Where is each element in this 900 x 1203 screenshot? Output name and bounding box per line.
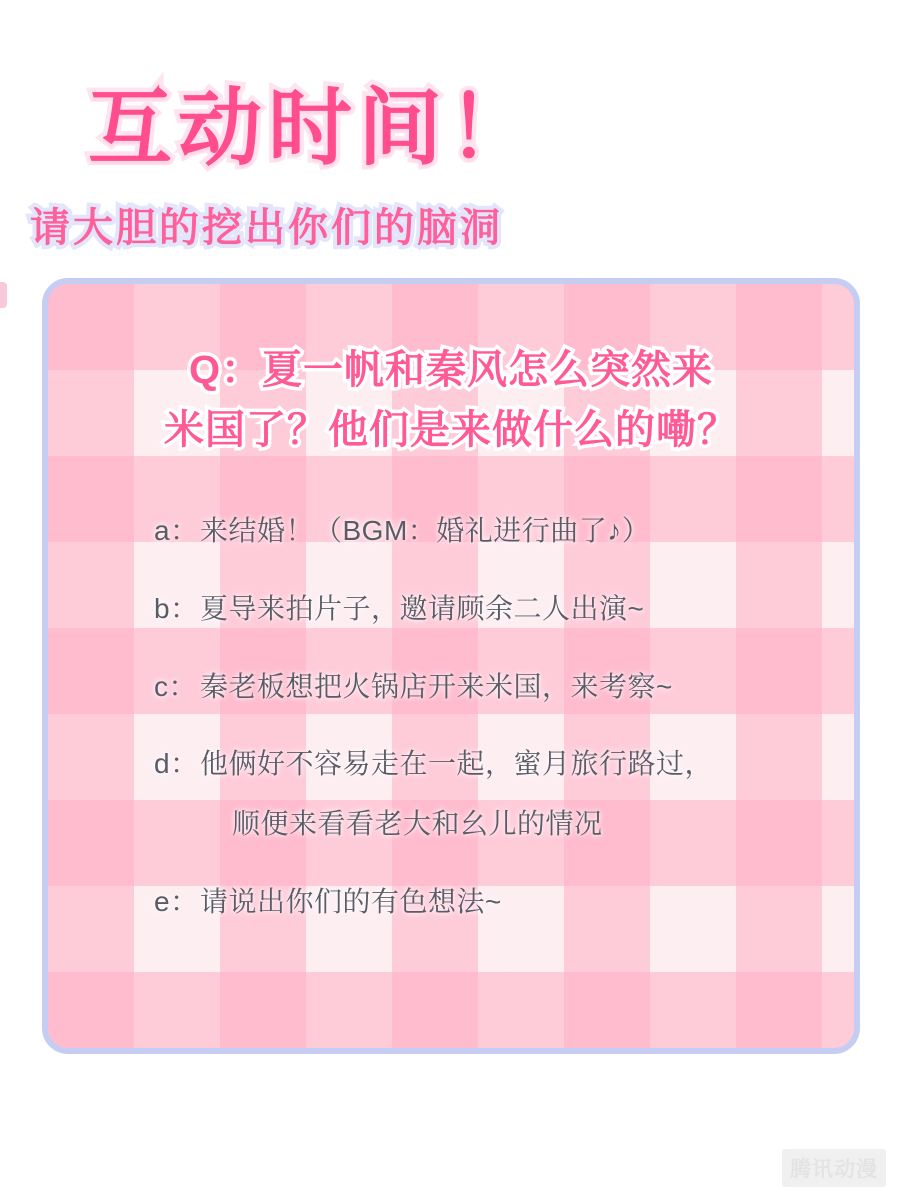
list-item[interactable]: [154, 590, 810, 628]
list-item[interactable]: [154, 512, 810, 550]
option-label: [200, 745, 810, 843]
list-item[interactable]: [154, 745, 810, 843]
option-label: 来结婚！（BGM：婚礼进行曲了♪）: [200, 515, 651, 546]
list-item[interactable]: [154, 668, 810, 706]
option-label-continuation: 顺便来看看老大和幺儿的情况: [232, 808, 603, 840]
options-list: [92, 512, 810, 921]
watermark: 腾讯动漫: [782, 1149, 886, 1187]
option-key: c：: [154, 670, 198, 702]
page-subtitle: 请大胆的挖出你们的脑洞: [30, 206, 503, 250]
question-line: 米国了？他们是来做什么的嘞？: [164, 408, 738, 452]
option-label: 请说出你们的有色想法~: [200, 885, 502, 917]
edge-decoration: [0, 282, 7, 308]
option-label-line: 他俩好不容易走在一起，蜜月旅行路过，: [200, 748, 714, 780]
option-key: e：: [154, 885, 199, 917]
page-title: 互动时间！: [88, 81, 539, 175]
question-text: [92, 340, 810, 460]
list-item[interactable]: [154, 883, 810, 921]
title-area: [0, 81, 900, 264]
option-key: a：: [154, 515, 199, 546]
option-key: d：: [154, 748, 199, 780]
question-card-content: [48, 284, 854, 1048]
option-label: 夏导来拍片子，邀请顾余二人出演~: [200, 592, 645, 624]
question-line: Q：夏一帆和秦风怎么突然来: [188, 348, 714, 392]
option-label: 秦老板想把火锅店开来米国，来考察~: [200, 670, 673, 702]
option-key: b：: [154, 592, 199, 624]
question-card: [42, 278, 860, 1054]
